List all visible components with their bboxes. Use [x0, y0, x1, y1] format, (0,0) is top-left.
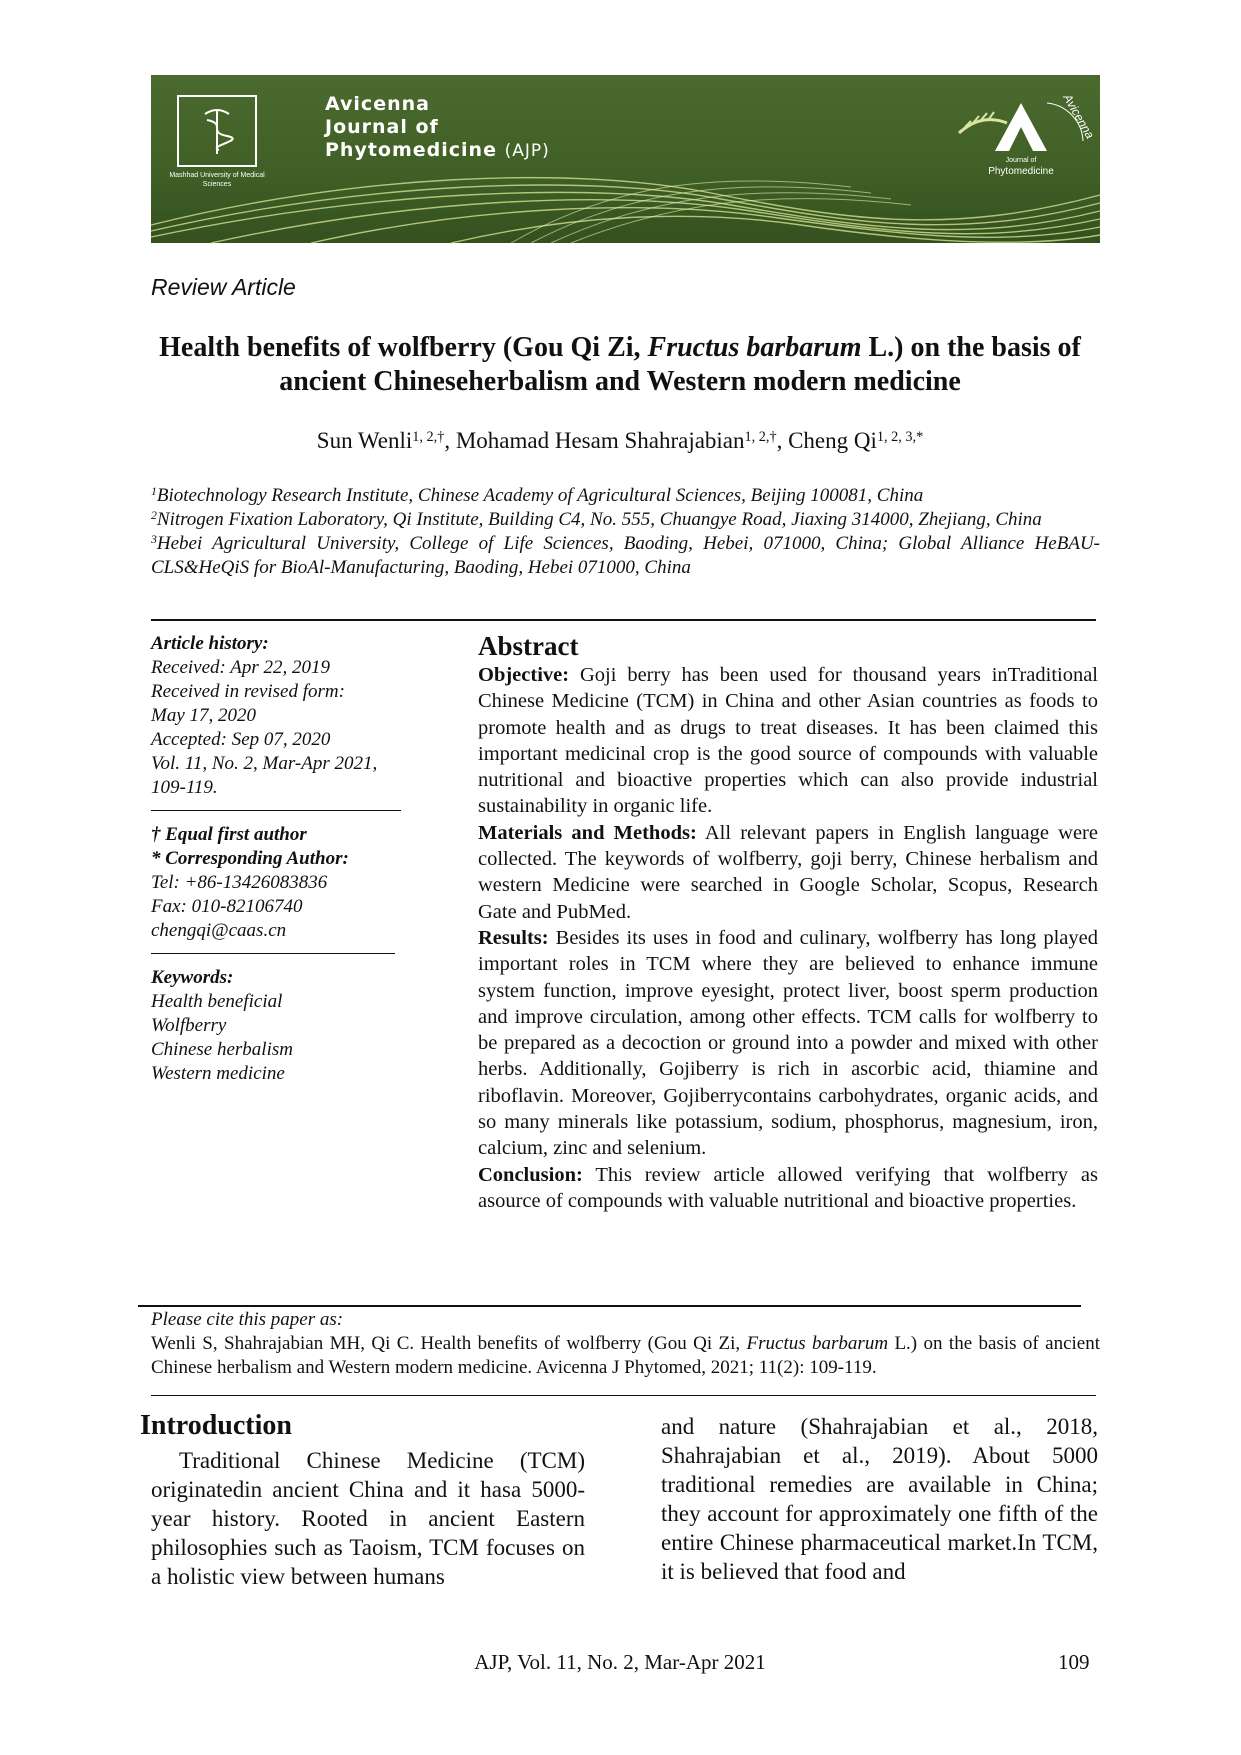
- history-line: May 17, 2020: [151, 705, 257, 726]
- journal-banner: [151, 75, 1100, 243]
- citation-label: Please cite this paper as:: [151, 1309, 344, 1330]
- citation-box: [151, 1308, 1100, 1380]
- abstract-results: Results: Besides its uses in food and culinary, wolfberry has long played important roles in TCM where they are believed to enhance immune system function, improve eyesight, protect liver, boost sperm production and improve circulation, among other effects. TCM calls for wolfberry to be prepared as a decoction or ground into a powder and mixed with other herbs. Additionally, Gojiberry is rich in ascorbic acid, thiamine and riboflavin. Moreover, Gojiberrycontains carbohydrates, organic acids, and so many minerals like potassium, sodium, phosphorus, magnesium, iron, calcium, zinc and selenium.: [478, 926, 1098, 1160]
- affiliations: [151, 484, 1100, 580]
- contact-email: chengqi@caas.cn: [151, 920, 287, 941]
- abstract-methods: Materials and Methods: All relevant papers in English language were collected. The keywords of wolfberry, goji berry, Chinese herbalism and western Medicine were searched in Google Scholar, Scopus, Research Gate and PubMed.: [478, 821, 1098, 923]
- equal-first-author-note: † Equal first author: [151, 824, 307, 845]
- affiliation: $^2$Nitrogen Fixation Laboratory, Qi Institute, Building C4, No. 555, Chuangye Road, Jiaxing 314000, Zhejiang, China: [151, 509, 1042, 530]
- contact-line: Fax: 010-82106740: [151, 896, 303, 917]
- article-history-heading: Article history:: [151, 633, 269, 654]
- keyword: Wolfberry: [151, 1015, 227, 1036]
- avicenna-logo: [951, 83, 1098, 203]
- keyword: Health beneficial: [151, 991, 283, 1012]
- abstract-conclusion: Conclusion: This review article allowed verifying that wolfberry as asource of compounds with valuable nutritional and bioactive properties.: [478, 1163, 1098, 1212]
- page-footer-journal-ref: AJP, Vol. 11, No. 2, Mar-Apr 2021: [474, 1650, 766, 1674]
- avicenna-logo-name: Journal of Phytomedicine: [988, 157, 1054, 177]
- abstract: [478, 630, 1098, 1214]
- article-info-sidebar: [151, 632, 411, 1086]
- page-number: 109: [1058, 1650, 1090, 1674]
- journal-title-line: Phytomedicine (AJP): [325, 139, 550, 161]
- affiliation: $^3$Hebei Agricultural University, College of Life Sciences, Baoding, Hebei, 071000, China; Global Alliance HeBAU-CLS&HeQiS for BioAl-Manufacturing, Baoding, Hebei 071000, China: [151, 533, 1100, 578]
- caduceus-icon: [177, 95, 257, 167]
- keywords-heading: Keywords:: [151, 967, 234, 988]
- header-divider: [151, 619, 1096, 621]
- abstract-objective: Objective: Goji berry has been used for thousand years inTraditional Chinese Medicine (TCM) in China and other Asian countries as foods to promote health and as drugs to treat diseases. It has been claimed this important medicinal crop is the good source of compounds with valuable nutritional and bioactive properties which can also provide industrial sustainability in organic life.: [478, 664, 1098, 818]
- author-list: Sun Wenli$^{1, 2,\dagger}$, Mohamad Hesam Shahrajabian$^{1, 2,\dagger}$, Cheng $Qi^{1, 2, 3,*}$: [316, 428, 924, 453]
- author-name: Mohamad Hesam Shahrajabian: [455, 428, 745, 453]
- history-line: Accepted: Sep 07, 2020: [151, 729, 331, 750]
- citation-top-divider: [138, 1305, 1081, 1307]
- author-name: Cheng Qi: [788, 428, 877, 453]
- sidebar-divider: [151, 953, 395, 954]
- affiliation: $^1$Biotechnology Research Institute, Chinese Academy of Agricultural Sciences, Beijing 100081, China: [151, 485, 924, 506]
- avicenna-a-icon: [951, 83, 1098, 203]
- contact-line: Tel: +86-13426083836: [151, 872, 328, 893]
- citation-text: Wenli S, Shahrajabian MH, Qi C. Health benefits of wolfberry (Gou Qi Zi, Fructus barbarum L.) on the basis of ancient Chinese herbalism and Western modern medicine. Avicenna J Phytomed, 2021; 11(2): 109-119.: [151, 1333, 1100, 1378]
- journal-title: [325, 93, 550, 163]
- avicenna-arc-text: Avicenna: [1060, 91, 1098, 142]
- introduction-heading: Introduction: [140, 1410, 292, 1441]
- journal-title-line: Avicenna: [325, 93, 430, 115]
- author-name: Sun Wenli: [316, 428, 413, 453]
- introduction-right-column: and nature (Shahrajabian et al., 2018, Shahrajabian et al., 2019). About 5000 traditional remedies are available in China; they account for approximately one fifth of the entire Chinese pharmaceutical market.In TCM, it is believed that food and: [661, 1414, 1098, 1584]
- keywords: [151, 966, 411, 1086]
- history-line: Received: Apr 22, 2019: [151, 657, 331, 678]
- species-name: Fructus barbarum: [647, 332, 862, 363]
- history-line: 109-119.: [151, 777, 218, 798]
- journal-abbreviation: (AJP): [504, 141, 550, 161]
- author-affiliation-marks: 1, 2,†: [744, 428, 777, 445]
- article-history: [151, 632, 411, 800]
- sidebar-divider: [151, 810, 401, 811]
- history-line: Received in revised form:: [151, 681, 345, 702]
- introduction-left-column: Traditional Chinese Medicine (TCM) originatedin ancient China and it hasa 5000-year history. Rooted in ancient Eastern philosophies such as Taoism, TCM focuses on a holistic view between humans: [151, 1448, 585, 1589]
- corresponding-author-heading: * Corresponding Author:: [151, 848, 349, 869]
- article-type: Review Article: [151, 274, 296, 300]
- history-line: Vol. 11, No. 2, Mar-Apr 2021,: [151, 753, 378, 774]
- article-title: Health benefits of wolfberry (Gou Qi Zi, Fructus barbarum L.) on the basis of ancient Chineseherbalism and Western modern medicine: [159, 332, 1081, 397]
- keyword: Chinese herbalism: [151, 1039, 293, 1060]
- author-notes: [151, 823, 411, 943]
- abstract-heading: Abstract: [478, 631, 579, 661]
- keyword: Western medicine: [151, 1063, 285, 1084]
- author-affiliation-marks: 1, 2, 3,*: [876, 428, 924, 445]
- author-affiliation-marks: 1, 2,†: [412, 428, 445, 445]
- university-logo: [169, 87, 265, 205]
- university-logo-text: Mashhad University of Medical Sciences: [169, 172, 265, 188]
- citation-bottom-divider: [151, 1395, 1096, 1396]
- journal-title-line: Journal of: [325, 116, 439, 138]
